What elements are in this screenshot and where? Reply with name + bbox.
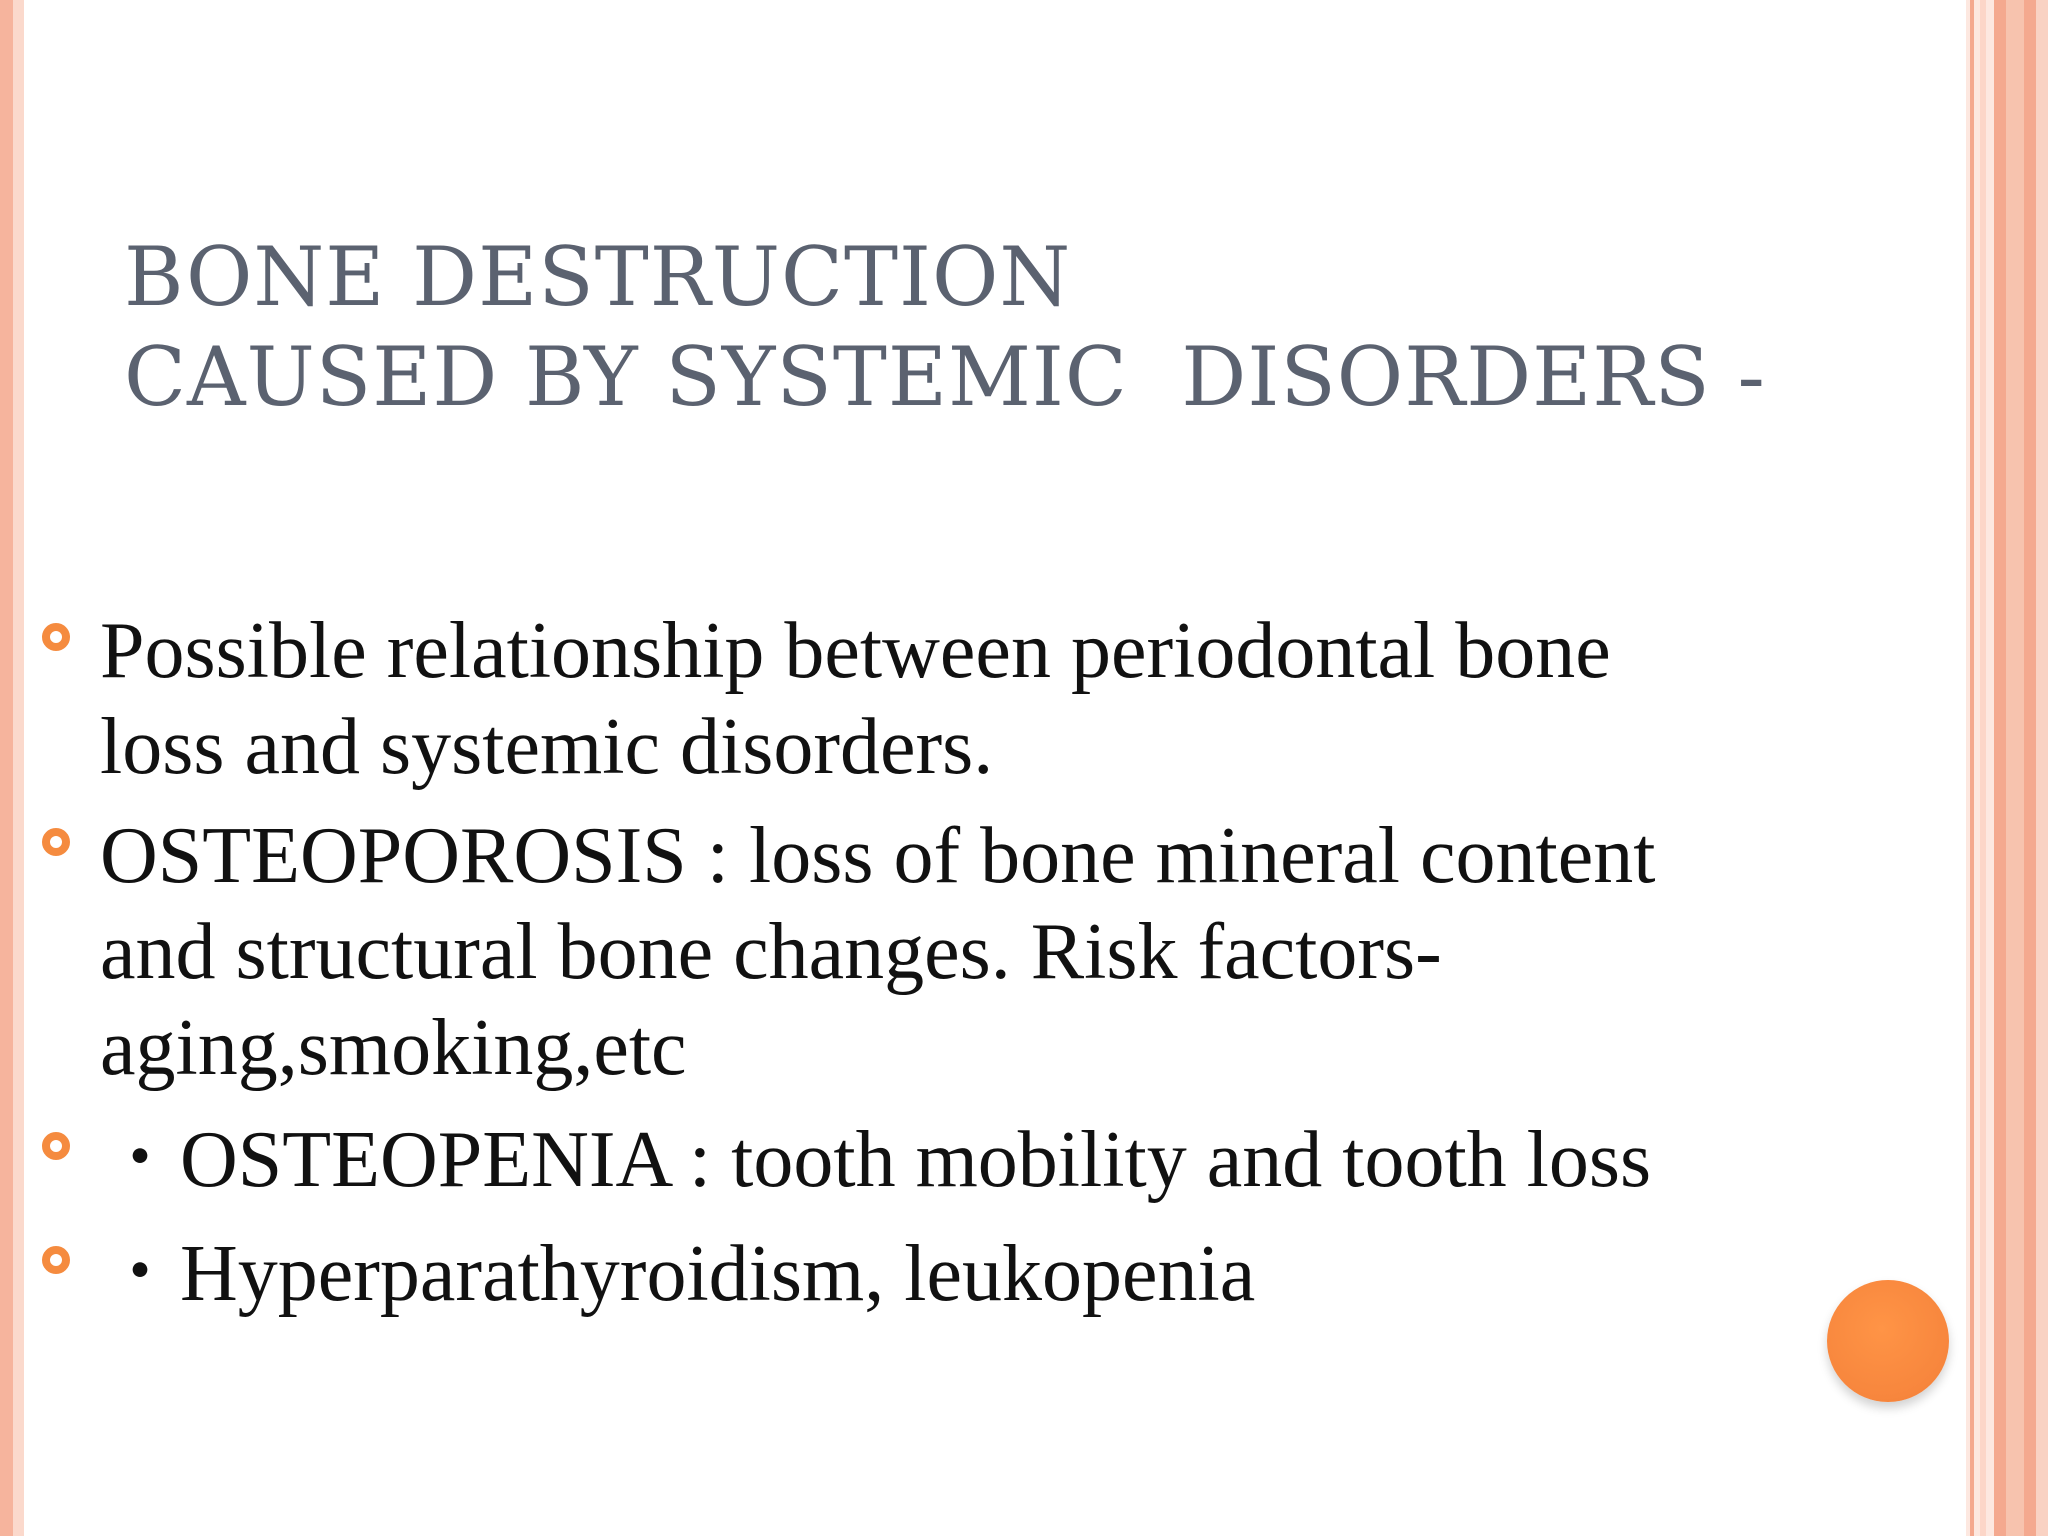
- bullet-3-line-1: ・OSTEOPENIA : tooth mobility and tooth loss: [100, 1116, 1652, 1204]
- bullet-circle-icon: [42, 1132, 70, 1160]
- title-line-1: BONE DESTRUCTION: [124, 231, 1072, 325]
- bullet-2-line-3: aging,smoking,etc: [100, 1004, 687, 1092]
- bullet-text: [100, 1112, 1651, 1208]
- bullet-circle-icon: [42, 1246, 70, 1274]
- bullet-2-line-2: and structural bone changes. Risk factors-: [100, 908, 1442, 996]
- title-line-2: CAUSED BY SYSTEMIC DISORDERS -: [124, 331, 1766, 425]
- left-decorative-border: [0, 0, 24, 1536]
- slide-title: [124, 228, 1924, 428]
- bullet-text: [100, 603, 1611, 795]
- bullet-circle-icon: [42, 828, 70, 856]
- right-decorative-border: [1966, 0, 2048, 1536]
- bullet-4-line-1: ・Hyperparathyroidism, leukopenia: [100, 1230, 1256, 1318]
- bullet-2-line-1: OSTEOPOROSIS : loss of bone mineral content: [100, 812, 1656, 900]
- orange-circle-decoration: [1827, 1280, 1949, 1402]
- bullet-text: [100, 808, 1655, 1096]
- bullet-text: [100, 1226, 1255, 1322]
- bullet-1-line-1: Possible relationship between periodontal bone: [100, 607, 1611, 695]
- bullet-1-line-2: loss and systemic disorders.: [100, 703, 994, 791]
- bullet-circle-icon: [42, 623, 70, 651]
